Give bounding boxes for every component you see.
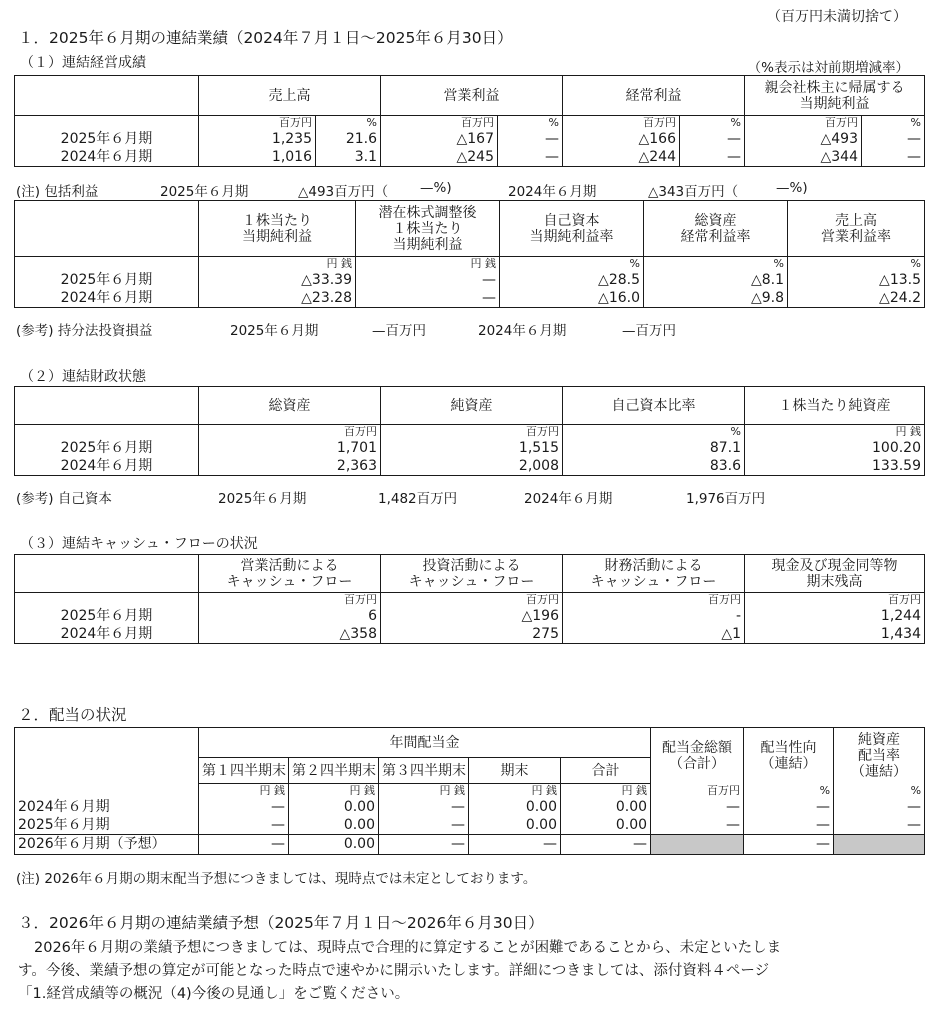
cell-shaded <box>834 834 925 854</box>
unit: % <box>563 425 745 439</box>
cell: — <box>680 148 745 167</box>
cell: △9.8 <box>644 289 788 308</box>
unit: 円 銭 <box>289 784 379 798</box>
cell: 0.00 <box>561 798 651 816</box>
header-icf-l1: 投資活動による <box>422 557 521 574</box>
sub1-title: （１）連結経営成績 <box>20 55 146 71</box>
header-blank <box>15 76 199 116</box>
row-label: 2025年６月期 <box>15 271 199 289</box>
em-2025-label: 2025年６月期 <box>230 323 319 339</box>
unit-yen: 百万円 <box>563 116 680 130</box>
cell-shaded <box>651 834 744 854</box>
table-row <box>15 148 925 167</box>
header-equity-ratio: 自己資本比率 <box>563 387 745 425</box>
ci-2025-pct: —%) <box>420 180 452 196</box>
unit: 円 銭 <box>379 784 469 798</box>
dividend-note: (注) 2026年６月期の期末配当予想につきましては、現時点では未定としております。 <box>16 871 537 887</box>
cell: — <box>834 816 925 835</box>
unit-blank <box>15 425 199 439</box>
cell: 1,016 <box>199 148 316 167</box>
header-fcf-l2: キャッシュ・フロー <box>590 573 717 590</box>
cell: 2,363 <box>199 457 381 476</box>
header-roa-l2: 経常利益率 <box>680 228 751 245</box>
header-net-assets: 純資産 <box>381 387 563 425</box>
section-3-title: ３．2026年６月期の連結業績予想（2025年７月１日～2026年６月30日） <box>18 914 544 932</box>
table-row <box>15 625 925 644</box>
ci-2024-value: △343百万円（ <box>648 184 739 200</box>
header-fcf-l1: 財務活動による <box>604 557 703 574</box>
header-diluted-l2: １株当たり <box>392 220 463 237</box>
header-q3: 第３四半期末 <box>379 758 469 784</box>
equity-method-label: (参考) 持分法投資損益 <box>16 323 153 339</box>
header-annual-dividend: 年間配当金 <box>199 728 651 758</box>
cell: — <box>199 834 289 854</box>
em-2025-value: —百万円 <box>372 323 426 339</box>
header-blank <box>15 728 199 784</box>
cell: △33.39 <box>199 271 356 289</box>
ci-2025-label: 2025年６月期 <box>160 184 249 200</box>
header-year-end: 期末 <box>469 758 561 784</box>
cell: 1,235 <box>199 130 316 148</box>
header-total: 合計 <box>561 758 651 784</box>
unit: % <box>744 784 834 798</box>
header-roa-l1: 総資産 <box>694 212 737 229</box>
table-row <box>15 130 925 148</box>
cell: — <box>744 816 834 835</box>
cell: — <box>862 148 925 167</box>
cell: 275 <box>381 625 563 644</box>
cell: △28.5 <box>500 271 644 289</box>
row-label: 2024年６月期 <box>15 148 199 167</box>
cell: 1,515 <box>381 439 563 457</box>
cell: — <box>498 148 563 167</box>
cell: △24.2 <box>788 289 925 308</box>
header-payout-l2: （連結） <box>760 755 817 772</box>
cell: — <box>469 834 561 854</box>
eq-2025-value: 1,482百万円 <box>378 491 458 507</box>
header-roe-l2: 当期純利益率 <box>529 228 614 245</box>
header-cash-l1: 現金及び現金同等物 <box>771 557 898 574</box>
table-row <box>15 798 925 816</box>
cell: 0.00 <box>561 816 651 835</box>
cell: — <box>651 798 744 816</box>
cell: 1,244 <box>745 607 925 625</box>
cell: △344 <box>745 148 862 167</box>
header-opm-l2: 営業利益率 <box>821 228 891 245</box>
unit: 百万円 <box>381 593 563 607</box>
cell: — <box>651 816 744 835</box>
cell: — <box>834 798 925 816</box>
cell: — <box>744 834 834 854</box>
row-label: 2024年６月期 <box>15 289 199 308</box>
eq-2024-value: 1,976百万円 <box>686 491 766 507</box>
forecast-paragraph-line3: 「1.経営成績等の概況（4)今後の見通し」をご覧ください。 <box>18 986 410 1002</box>
header-doe-l3: （連結） <box>851 763 908 780</box>
cell: 0.00 <box>469 816 561 835</box>
ci-2024-pct: —%) <box>776 180 808 196</box>
header-doe-l2: 配当率 <box>858 747 901 764</box>
cell: △245 <box>381 148 498 167</box>
header-financing-cf <box>563 555 745 593</box>
header-eps-l2: 当期純利益 <box>242 228 312 245</box>
cell: — <box>379 798 469 816</box>
row-label: 2025年６月期 <box>15 130 199 148</box>
cell: 100.20 <box>745 439 925 457</box>
unit-yen: 百万円 <box>381 116 498 130</box>
cell: △358 <box>199 625 381 644</box>
header-ocf-l1: 営業活動による <box>240 557 339 574</box>
cell: △167 <box>381 130 498 148</box>
cell: 1,434 <box>745 625 925 644</box>
forecast-paragraph-line2: す。今後、業績予想の算定が可能となった時点で速やかに開示いたします。詳細につきましては、添付資料４ページ <box>18 963 770 979</box>
row-label: 2024年６月期 <box>15 798 199 816</box>
cell: — <box>199 798 289 816</box>
cell: 0.00 <box>289 798 379 816</box>
cell: 6 <box>199 607 381 625</box>
header-sales: 売上高 <box>199 76 381 116</box>
cell: - <box>563 607 745 625</box>
header-total-dividend <box>651 728 744 784</box>
cell: △13.5 <box>788 271 925 289</box>
unit-pct: % <box>788 257 925 271</box>
cell: △8.1 <box>644 271 788 289</box>
header-payout-ratio <box>744 728 834 784</box>
unit-pct: % <box>862 116 925 130</box>
unit: 円 銭 <box>469 784 561 798</box>
row-label: 2026年６月期（予想） <box>15 834 199 854</box>
cell: 1,701 <box>199 439 381 457</box>
header-net-profit-line2: 当期純利益 <box>799 95 870 112</box>
header-doe-l1: 純資産 <box>858 731 901 748</box>
cell: △244 <box>563 148 680 167</box>
section-2-title: ２．配当の状況 <box>18 706 127 724</box>
dividend-table <box>14 727 925 855</box>
pct-note: （%表示は対前期増減率） <box>747 60 909 76</box>
eq-2025-label: 2025年６月期 <box>218 491 307 507</box>
table-row <box>15 271 925 289</box>
table-row-forecast <box>15 834 925 854</box>
cell: — <box>356 289 500 308</box>
header-cash-balance <box>745 555 925 593</box>
header-eps <box>199 201 356 257</box>
header-blank <box>15 201 199 257</box>
cell: 2,008 <box>381 457 563 476</box>
cell: — <box>498 130 563 148</box>
header-opm-l1: 売上高 <box>835 212 877 229</box>
per-share-table <box>14 200 925 308</box>
header-eps-l1: １株当たり <box>242 212 312 229</box>
cell: — <box>356 271 500 289</box>
equity-ref-label: (参考) 自己資本 <box>16 491 112 507</box>
header-operating-profit: 営業利益 <box>381 76 563 116</box>
cell: 0.00 <box>289 816 379 835</box>
unit-yen-sen: 円 銭 <box>356 257 500 271</box>
table-row <box>15 439 925 457</box>
row-label: 2024年６月期 <box>15 457 199 476</box>
cell: △196 <box>381 607 563 625</box>
comprehensive-income-label: (注) 包括利益 <box>16 184 99 200</box>
cell: △16.0 <box>500 289 644 308</box>
unit: 百万円 <box>381 425 563 439</box>
unit: 百万円 <box>199 593 381 607</box>
header-bps: １株当たり純資産 <box>745 387 925 425</box>
header-payout-l1: 配当性向 <box>760 739 817 756</box>
cell: 87.1 <box>563 439 745 457</box>
unit-blank <box>15 784 199 798</box>
cell: — <box>199 816 289 835</box>
section-1-title: １．2025年６月期の連結業績（2024年７月１日～2025年６月30日） <box>18 29 513 47</box>
unit: 円 銭 <box>199 784 289 798</box>
unit-pct: % <box>316 116 381 130</box>
header-ocf-l2: キャッシュ・フロー <box>226 573 353 590</box>
header-diluted-l3: 当期純利益 <box>392 236 463 253</box>
unit-pct: % <box>500 257 644 271</box>
header-total-assets: 総資産 <box>199 387 381 425</box>
cell: △1 <box>563 625 745 644</box>
row-label: 2025年６月期 <box>15 816 199 835</box>
header-operating-cf <box>199 555 381 593</box>
header-icf-l2: キャッシュ・フロー <box>408 573 535 590</box>
header-total-dividend-l2: （合計） <box>669 755 726 772</box>
unit: 百万円 <box>745 593 925 607</box>
forecast-paragraph-line1: 2026年６月期の業績予想につきましては、現時点で合理的に算定することが困難であることから、未定といたしま <box>34 940 782 956</box>
unit-pct: % <box>680 116 745 130</box>
header-cash-l2: 期末残高 <box>806 573 863 590</box>
cell: △23.28 <box>199 289 356 308</box>
unit-yen: 百万円 <box>199 116 316 130</box>
unit-pct: % <box>498 116 563 130</box>
cash-flow-table <box>14 554 925 644</box>
cell: 21.6 <box>316 130 381 148</box>
row-label: 2025年６月期 <box>15 439 199 457</box>
header-total-dividend-l1: 配当金総額 <box>662 739 733 756</box>
header-investing-cf <box>381 555 563 593</box>
unit-note: （百万円未満切捨て） <box>767 9 907 25</box>
header-net-profit <box>745 76 925 116</box>
header-ordinary-profit: 経常利益 <box>563 76 745 116</box>
header-roe <box>500 201 644 257</box>
cell: △166 <box>563 130 680 148</box>
header-q1: 第１四半期末 <box>199 758 289 784</box>
cell: — <box>379 834 469 854</box>
financial-position-table <box>14 386 925 476</box>
table-row <box>15 289 925 308</box>
unit-pct: % <box>644 257 788 271</box>
unit-blank <box>15 593 199 607</box>
operating-results-table <box>14 75 925 167</box>
unit-blank <box>15 116 199 130</box>
header-doe <box>834 728 925 784</box>
em-2024-value: —百万円 <box>622 323 676 339</box>
em-2024-label: 2024年６月期 <box>478 323 567 339</box>
cell: 133.59 <box>745 457 925 476</box>
cell: 0.00 <box>289 834 379 854</box>
header-blank <box>15 555 199 593</box>
unit: 円 銭 <box>745 425 925 439</box>
cell: — <box>862 130 925 148</box>
header-q2: 第２四半期末 <box>289 758 379 784</box>
cell: — <box>744 798 834 816</box>
cell: — <box>379 816 469 835</box>
header-net-profit-line1: 親会社株主に帰属する <box>764 79 905 96</box>
cell: — <box>561 834 651 854</box>
sub3-title: （３）連結キャッシュ・フローの状況 <box>20 536 258 552</box>
unit: % <box>834 784 925 798</box>
unit-yen: 百万円 <box>745 116 862 130</box>
unit: 円 銭 <box>561 784 651 798</box>
unit: 百万円 <box>199 425 381 439</box>
unit: 百万円 <box>651 784 744 798</box>
cell: △493 <box>745 130 862 148</box>
unit: 百万円 <box>563 593 745 607</box>
sub2-title: （２）連結財政状態 <box>20 369 146 385</box>
row-label: 2025年６月期 <box>15 607 199 625</box>
cell: 3.1 <box>316 148 381 167</box>
unit-yen-sen: 円 銭 <box>199 257 356 271</box>
eq-2024-label: 2024年６月期 <box>524 491 613 507</box>
cell: 83.6 <box>563 457 745 476</box>
row-label: 2024年６月期 <box>15 625 199 644</box>
table-row <box>15 607 925 625</box>
ci-2025-value: △493百万円（ <box>298 184 389 200</box>
header-opm <box>788 201 925 257</box>
unit-blank <box>15 257 199 271</box>
cell: 0.00 <box>469 798 561 816</box>
header-roe-l1: 自己資本 <box>543 212 600 229</box>
header-blank <box>15 387 199 425</box>
header-diluted-l1: 潜在株式調整後 <box>378 204 477 221</box>
header-roa <box>644 201 788 257</box>
table-row <box>15 457 925 476</box>
ci-2024-label: 2024年６月期 <box>508 184 597 200</box>
cell: — <box>680 130 745 148</box>
table-row <box>15 816 925 835</box>
header-diluted-eps <box>356 201 500 257</box>
